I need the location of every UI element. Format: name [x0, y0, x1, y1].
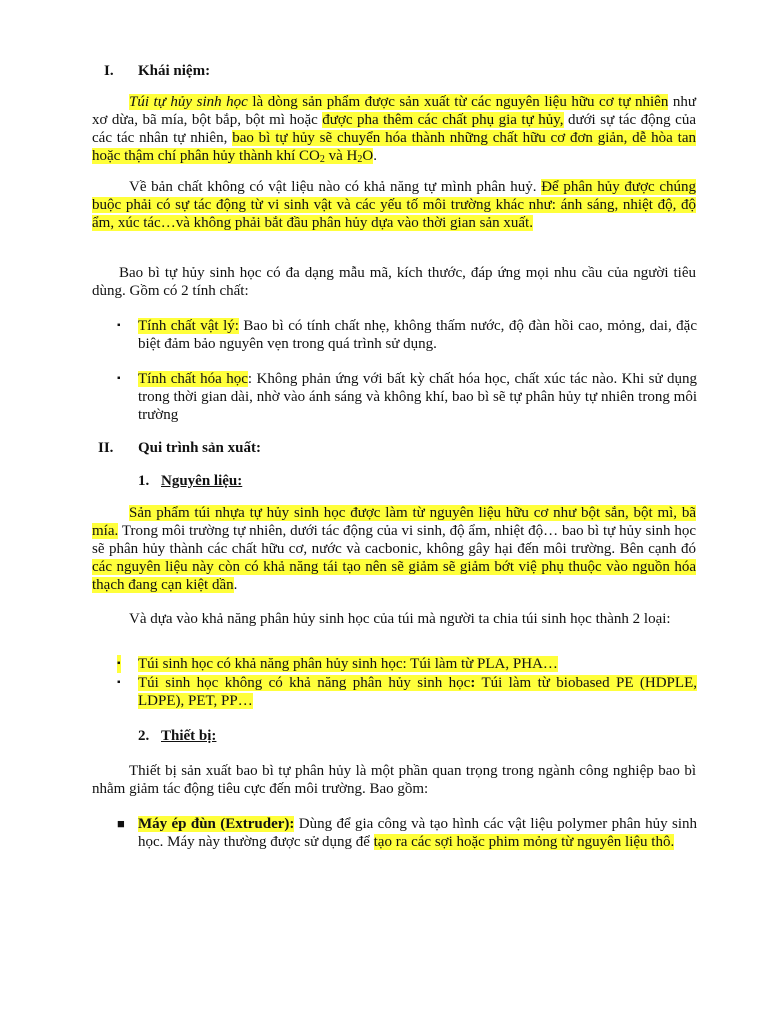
- section-1-title: Khái niệm:: [138, 63, 211, 79]
- subsection-2-title: Thiết bị:: [161, 728, 217, 744]
- bullet-icon: ■: [117, 816, 125, 831]
- highlight-run: Túi sinh học không có khả năng phân hủy sinh học: [138, 675, 471, 691]
- subsection-1-number: 1.: [138, 473, 150, 489]
- highlight-run: Túi làm từ biobased PE (HDPLE, LDPE), PET, PP…: [138, 675, 697, 709]
- list-item-physical-property: [117, 317, 697, 353]
- section-2-title: Qui trình sản xuất:: [138, 440, 261, 456]
- paragraph-equipment: Thiết bị sản xuất bao bì tự phân hủy là một phần quan trọng trong ngành công nghiệp bao bì nhằm giảm tác động tiêu cực đến môi trường. Bao gồm:: [92, 763, 696, 797]
- highlight-run: tạo ra các sợi hoặc phim mỏng từ nguyên liệu thô.: [373, 834, 675, 850]
- highlight-run: và H: [324, 148, 358, 164]
- paragraph-materials: [92, 504, 696, 594]
- highlight-run: Túi sinh học có khả năng phân hủy sinh học: Túi làm từ PLA, PHA…: [138, 656, 558, 672]
- text-run: .: [233, 577, 238, 593]
- list-item-non-biodegradable-type: [117, 674, 697, 710]
- text-run: Dùng để gia công và tạo hình các vật liệu polymer phân hủy sinh học. Máy này thường được sử dụng để: [138, 816, 697, 850]
- bullet-icon: ▪: [117, 655, 121, 673]
- highlight-run: Tính chất hóa học: [138, 371, 248, 387]
- section-1-heading: [104, 62, 210, 80]
- section-2-heading: [98, 439, 261, 457]
- paragraph-nature: [92, 178, 696, 232]
- highlight-run: Để phân hủy được chúng buộc phải có sự tác động từ vi sinh vật và các yếu tố môi trường khác như: ánh sáng, nhiệt độ, độ ẩm, xúc tác…và không phải bắt đầu phân hủy dựa vào thời gian sản xuất.: [92, 179, 697, 231]
- term-biodegradable-bag: Túi tự hủy sinh học: [129, 94, 248, 110]
- highlight-run: bao bì tự hủy sẽ chuyển hóa thành những chất hữu cơ đơn giản, dễ hòa tan hoặc thậm chí phân hủy thành khí CO: [92, 130, 696, 164]
- bullet-icon: ▪: [117, 677, 121, 688]
- highlight-run: O: [362, 148, 374, 164]
- subsection-2-heading: [138, 727, 216, 745]
- list-item-chemical-property: [117, 370, 697, 424]
- text-run: Trong môi trường tự nhiên, dưới tác động của vi sinh, độ ẩm, nhiệt độ… bao bì tự hủy sinh học sẽ phân hủy thành các chất hữu cơ, nước và cacbonic, không gây hại đến môi trường. Bên cạnh đó: [92, 523, 696, 557]
- bullet-icon: ▪: [117, 320, 121, 331]
- text-run: là dòng sản phẩm được sản xuất từ các nguyên liệu hữu cơ tự nhiên: [247, 94, 669, 110]
- text-run: .: [373, 148, 377, 164]
- highlight-run: các nguyên liệu này còn có khả năng tái tạo nên sẽ giảm sẽ giảm bớt việ phụ thuộc vào nguồn hóa thạch đang cạn kiệt dần: [92, 559, 696, 593]
- subsection-2-number: 2.: [138, 728, 150, 744]
- list-item-extruder: [117, 815, 697, 851]
- highlight-run: Tính chất vật lý:: [138, 318, 239, 334]
- section-2-number: II.: [98, 440, 114, 456]
- text-run: : Không phản ứng với bất kỳ chất hóa học, chất xúc tác nào. Khi sử dụng trong thời gian dài, nhờ vào ánh sáng và không khí, bao bì sẽ tự phân hủy tự nhiên trong môi trường: [138, 371, 697, 423]
- text-run: Về bản chất không có vật liệu nào có khả năng tự mình phân huỷ.: [129, 179, 542, 195]
- highlight-run: được pha thêm các chất phụ gia tự hủy,: [322, 112, 564, 128]
- highlight-run: :: [470, 675, 476, 691]
- paragraph-properties-intro: Bao bì tự hủy sinh học có đa dạng mẫu mã, kích thước, đáp ứng mọi nhu cầu của người tiêu dùng. Gồm có 2 tính chất:: [92, 265, 696, 299]
- subscript: 2: [319, 154, 325, 165]
- highlight-run: Sản phẩm túi nhựa tự hủy sinh học được làm từ nguyên liệu hữu cơ như bột sắn, bột mì, bã mía.: [92, 505, 696, 539]
- subscript: 2: [357, 154, 363, 165]
- subsection-1-heading: [138, 472, 242, 490]
- list-item-biodegradable-type: [117, 655, 697, 673]
- paragraph-classification: Và dựa vào khả năng phân hủy sinh học của túi mà người ta chia túi sinh học thành 2 loại:: [129, 611, 671, 627]
- text-run: như xơ dừa, bã mía, bột bắp, bột mì hoặc: [92, 94, 696, 128]
- paragraph-definition: [92, 93, 696, 165]
- text-run: Bao bì có tính chất nhẹ, không thấm nước, độ đàn hồi cao, mỏng, dai, đặc biệt đảm bảo nguyên vẹn trong quá trình sử dụng.: [138, 318, 697, 352]
- bullet-icon: ▪: [117, 373, 121, 384]
- highlight-run: Máy ép đùn (Extruder):: [138, 816, 295, 832]
- text-run: dưới sự tác động của các tác nhân tự nhiên,: [92, 112, 696, 146]
- section-1-number: I.: [104, 63, 114, 79]
- subsection-1-title: Nguyên liệu:: [161, 473, 243, 489]
